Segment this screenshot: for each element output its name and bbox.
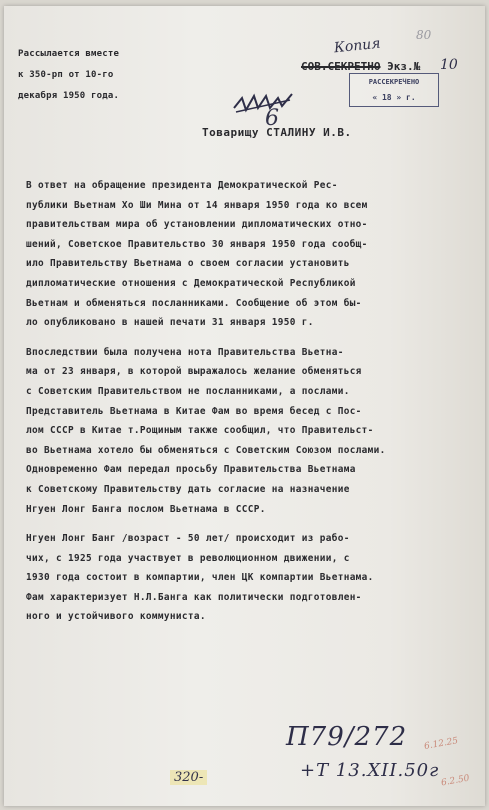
distribution-line-1: Рассылается вместе	[18, 49, 120, 59]
addressee: Товарищу СТАЛИНУ И.В.	[202, 126, 352, 139]
body-line: 1930 года состоит в компартии, член ЦК компартии Вьетнама.	[26, 572, 374, 584]
body-line: Одновременно Фам передал просьбу Правительства Вьетнама	[26, 464, 356, 476]
exemplar-prefix: Экз.№	[387, 60, 421, 73]
body-line: ло опубликовано в нашей печати 31 января 1950 г.	[26, 317, 314, 329]
body-line: Вьетнам и обменяться посланниками. Сообщение об этом бы-	[26, 297, 362, 309]
secrecy-label: СОВ.СЕКРЕТНО	[301, 60, 381, 73]
body-line: ного и устойчивого коммуниста.	[26, 611, 206, 623]
secrecy-marking	[301, 60, 420, 73]
body-line: В ответ на обращение президента Демократической Рес-	[26, 180, 338, 191]
body-line: Представитель Вьетнама в Китае Фам во время бесед с Пос-	[26, 405, 362, 417]
handwritten-date: +Т 13.XII.50г	[300, 760, 440, 781]
handwritten-registration-number: П79/272	[286, 722, 408, 752]
copy-annotation: Копия	[333, 35, 382, 57]
body-line: с Советским Правительством не посланниками, а послами.	[26, 385, 350, 397]
body-line: дипломатические отношения с Демократической Республикой	[26, 277, 356, 289]
body-line: лом СССР в Китае т.Рощиным также сообщил, что Правительст-	[26, 425, 374, 437]
stamp-label: РАССЕКРЕЧЕНО	[368, 77, 420, 86]
handwritten-margin-note: 6.2.50	[440, 773, 471, 789]
body-line: во Вьетнама хотело бы обменяться с Советским Союзом послами.	[26, 444, 386, 456]
paragraph-gap	[26, 519, 471, 529]
body-line: Впоследствии была получена нота Правительства Вьетна-	[26, 346, 344, 358]
body-line: шений, Советское Правительство 30 января 1950 года сообщ-	[26, 238, 368, 250]
body-line: публики Вьетнам Хо Ши Мина от 14 января 1950 года ко всем	[26, 199, 368, 211]
page-number: 80	[416, 28, 432, 42]
body-line: к Советскому Правительству дать согласие на назначение	[26, 483, 350, 495]
body-line: чих, с 1925 года участвует в революционном движении, с	[26, 552, 350, 564]
body-line: Нгуен Лонг Банг /возраст - 50 лет/ происходит из рабо-	[26, 533, 350, 545]
stamp-date: « 18 » г.	[372, 93, 416, 103]
body-line: Фам характеризует Н.Л.Банга как политически подготовлен-	[26, 591, 362, 603]
pen-scribble	[232, 90, 296, 116]
handwritten-margin-note: 6.12.25	[423, 736, 459, 752]
distribution-line-2: к 350-рп от 10-го	[18, 70, 114, 80]
document-page	[4, 6, 485, 806]
distribution-note	[18, 44, 119, 107]
body-line: ма от 23 января, в которой выражалось желание обменяться	[26, 366, 362, 378]
body-line: ило Правительству Вьетнама о своем согласии установить	[26, 258, 350, 270]
paragraph-gap	[26, 333, 471, 343]
distribution-line-3: декабря 1950 года.	[18, 91, 120, 101]
handwritten-count: 320-	[170, 770, 207, 785]
body-line: правительствам мира об установлении дипломатических отно-	[26, 219, 368, 231]
body-line: Нгуен Лонг Банга послом Вьетнама в СССР.	[26, 503, 266, 515]
exemplar-number: 10	[440, 57, 458, 73]
addressee-handwritten-mark: 6	[265, 106, 279, 131]
letter-body	[26, 176, 471, 627]
declassified-stamp	[349, 73, 439, 107]
